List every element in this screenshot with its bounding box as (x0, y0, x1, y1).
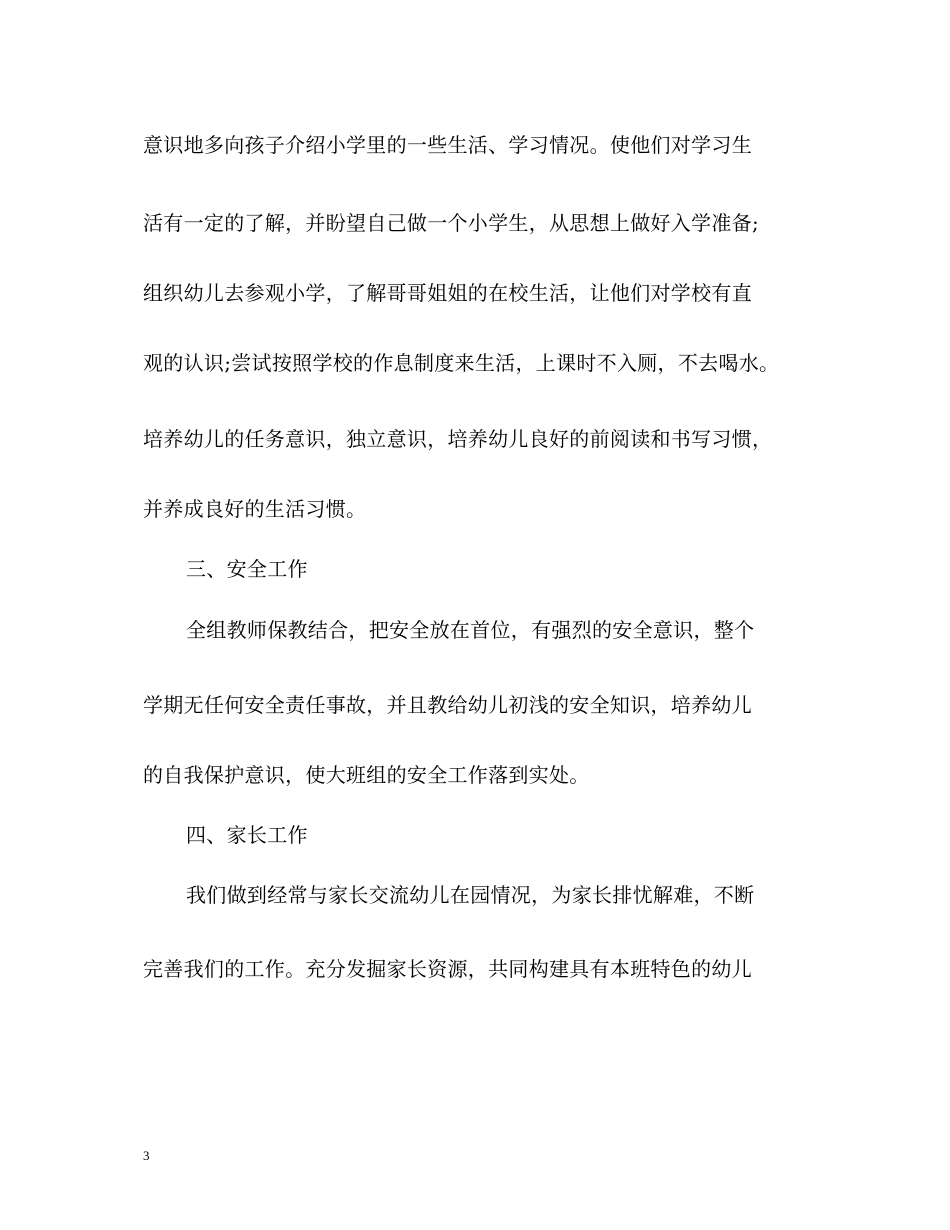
text-line: 观的认识;尝试按照学校的作息制度来生活，上课时不入厕，不去喝水。 (143, 351, 780, 375)
page-number: 3 (143, 1148, 150, 1163)
text-line: 培养幼儿的任务意识，独立意识，培养幼儿良好的前阅读和书写习惯， (143, 427, 773, 451)
text-line: 我们做到经常与家长交流幼儿在园情况，为家长排忧解难，不断 (186, 883, 755, 907)
text-line: 学期无任何安全责任事故，并且教给幼儿初浅的安全知识，培养幼儿 (143, 693, 752, 717)
text-line: 组织幼儿去参观小学，了解哥哥姐姐的在校生活，让他们对学校有直 (143, 281, 752, 305)
text-line: 并养成良好的生活习惯。 (143, 497, 367, 521)
text-line: 的自我保护意识，使大班组的安全工作落到实处。 (143, 763, 590, 787)
text-line: 全组教师保教结合，把安全放在首位，有强烈的安全意识，整个 (186, 618, 755, 642)
text-line: 完善我们的工作。充分发掘家长资源，共同构建具有本班特色的幼儿 (143, 957, 752, 981)
section-heading-safety: 三、安全工作 (186, 557, 308, 581)
text-line: 意识地多向孩子介绍小学里的一些生活、学习情况。使他们对学习生 (143, 133, 752, 157)
section-heading-parents: 四、家长工作 (186, 823, 308, 847)
text-line: 活有一定的了解，并盼望自己做一个小学生，从思想上做好入学准备; (143, 211, 760, 235)
